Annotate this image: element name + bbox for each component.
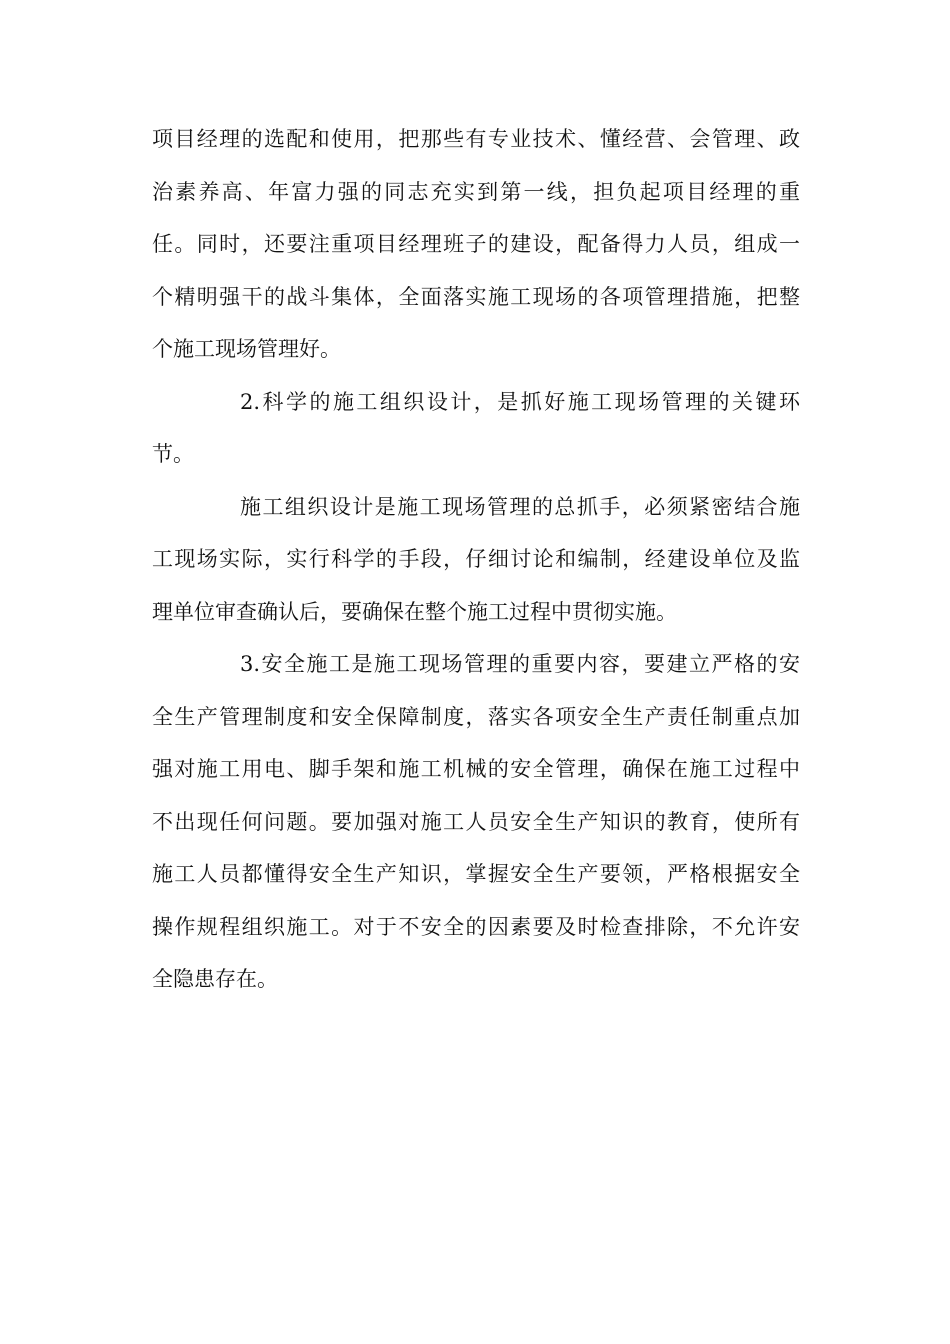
text-line: 理单位审查确认后，要确保在整个施工过程中贯彻实施。: [152, 599, 677, 624]
paragraph-1: [152, 113, 800, 376]
text-line: 治素养高、年富力强的同志充实到第一线，担负起项目经理的重: [152, 179, 800, 204]
text-line: 项目经理的选配和使用，把那些有专业技术、懂经营、会管理、政: [152, 127, 800, 151]
text-line: 操作规程组织施工。对于不安全的因素要及时检查排除，不允许安: [152, 914, 800, 939]
text-line: 施工人员都懂得安全生产知识，掌握安全生产要领，严格根据安全: [152, 862, 800, 886]
text-line: 节。: [152, 442, 194, 466]
text-line: 2.科学的施工组织设计，是抓好施工现场管理的关键环: [240, 389, 800, 414]
text-line: 全生产管理制度和安全保障制度，落实各项安全生产责任制重点加: [152, 704, 800, 729]
document-body: [152, 113, 800, 1006]
text-line: 工现场实际，实行科学的手段，仔细讨论和编制，经建设单位及监: [152, 547, 800, 571]
text-line: 全隐患存在。: [152, 967, 278, 991]
text-line: 强对施工用电、脚手架和施工机械的安全管理，确保在施工过程中: [152, 757, 800, 781]
paragraph-3: [152, 481, 800, 639]
text-line: 个精明强干的战斗集体，全面落实施工现场的各项管理措施，把整: [152, 284, 800, 309]
text-line: 个施工现场管理好。: [152, 337, 341, 361]
paragraph-2-heading: [152, 376, 800, 481]
text-line: 不出现任何问题。要加强对施工人员安全生产知识的教育，使所有: [152, 809, 800, 834]
text-line: 施工组织设计是施工现场管理的总抓手，必须紧密结合施: [240, 494, 800, 519]
text-line: 任。同时，还要注重项目经理班子的建设，配备得力人员，组成一: [152, 232, 800, 256]
paragraph-4: [152, 638, 800, 1006]
text-line: 3.安全施工是施工现场管理的重要内容，要建立严格的安: [240, 652, 800, 676]
